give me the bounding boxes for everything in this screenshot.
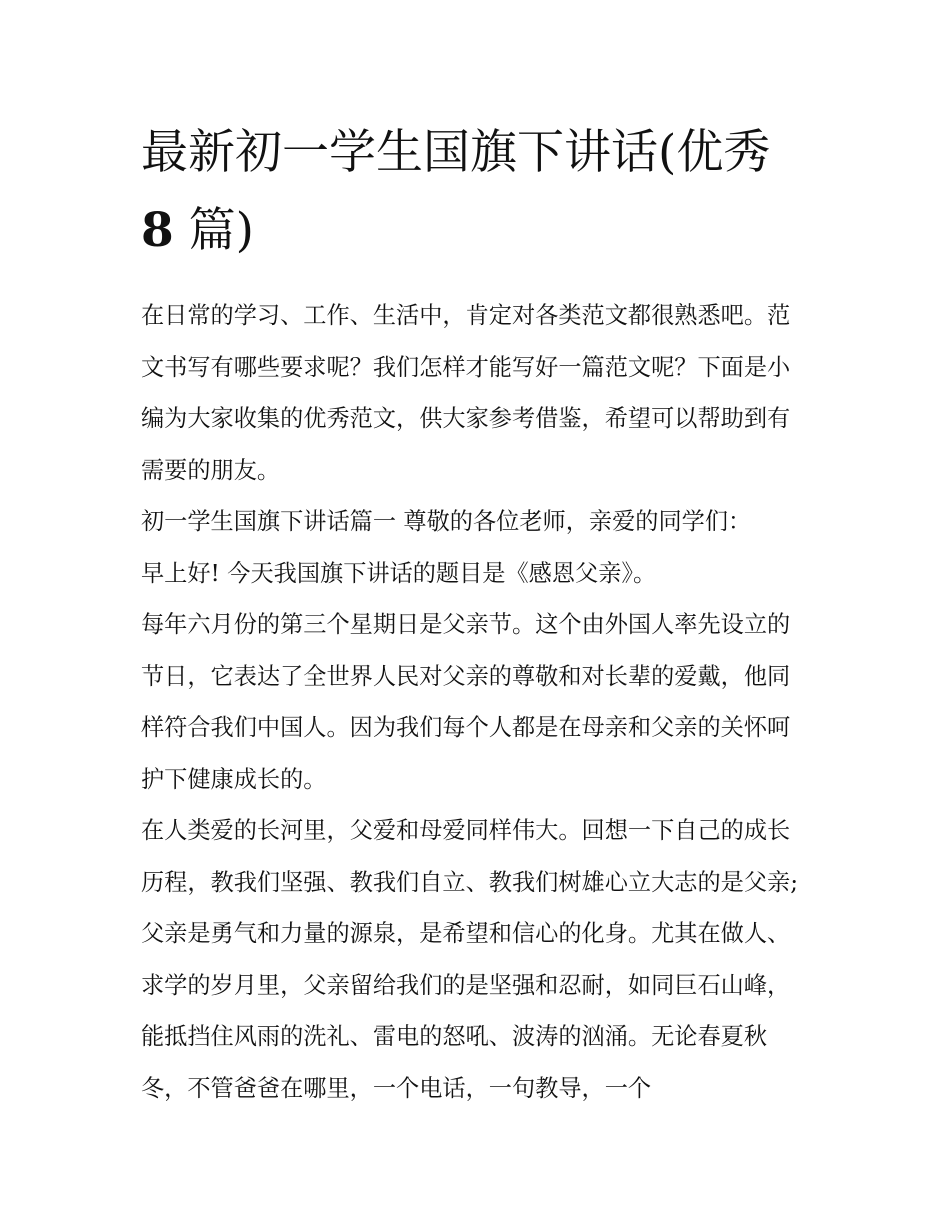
paragraph-fathers-day: 每年六月份的第三个星期日是父亲节。这个由外国人率先设立的节日，它表达了全世界人民对父亲的尊敬和对长辈的爱戴，他同样符合我们中国人。因为我们每个人都是在母亲和父亲的关怀呵护下健康成长的。 bbox=[141, 611, 791, 793]
title-line-1: 最新初一学生国旗下讲话(优秀 bbox=[141, 125, 771, 180]
paragraph-fathers-love: 在人类爱的长河里，父爱和母爱同样伟大。回想一下自己的成长历程，教我们坚强、教我们自立、教我们树雄心立大志的是父亲;父亲是勇气和力量的源泉，是希望和信心的化身。尤其在做人、求学的岁月里，父亲留给我们的是坚强和忍耐，如同巨石山峰，能抵挡住风雨的洗礼、雷电的怒吼、波涛的汹涌。无论春夏秋冬，不管爸爸在哪里，一个电话，一句教导，一个 bbox=[141, 817, 799, 1102]
paragraph-topic: 早上好! 今天我国旗下讲话的题目是《感恩父亲》。 bbox=[141, 559, 657, 587]
title-line-2: 篇) bbox=[173, 203, 254, 258]
paragraph-intro: 在日常的学习、工作、生活中，肯定对各类范文都很熟悉吧。范文书写有哪些要求呢？我们怎样才能写好一篇范文呢？下面是小编为大家收集的优秀范文，供大家参考借鉴，希望可以帮助到有需要的朋友。 bbox=[141, 302, 791, 484]
document-title bbox=[141, 114, 813, 270]
title-number: 8 bbox=[141, 203, 174, 258]
document-content bbox=[141, 114, 813, 1114]
document-body bbox=[141, 290, 813, 1114]
paragraph-greeting: 初一学生国旗下讲话篇一 尊敬的各位老师，亲爱的同学们： bbox=[141, 508, 752, 535]
